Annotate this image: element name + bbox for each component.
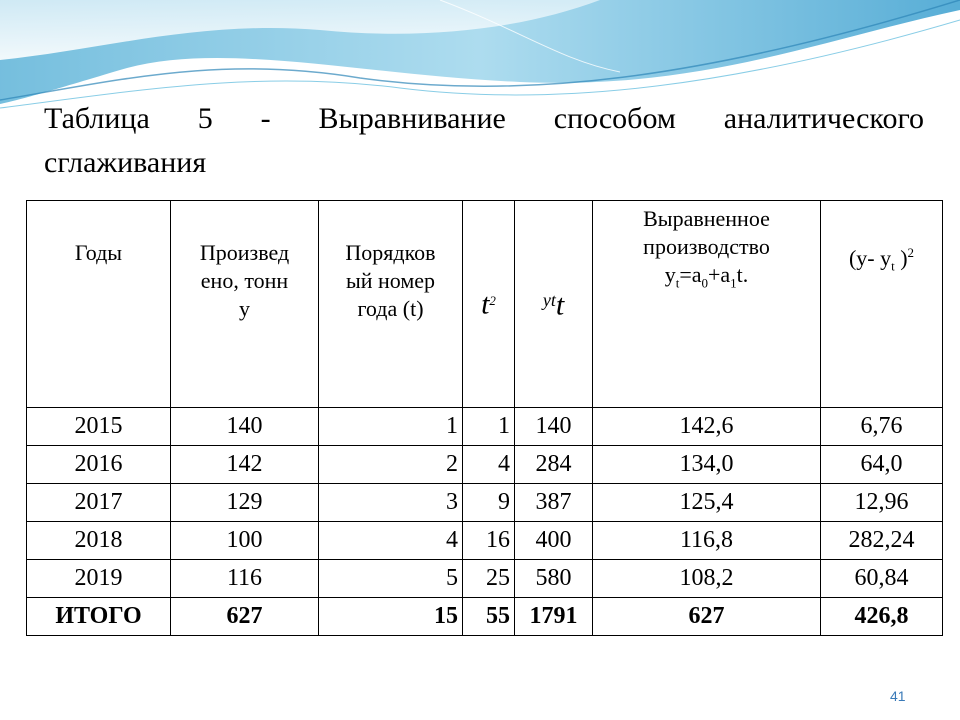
alignment-table xyxy=(26,200,943,636)
slide-title-continuation: сглаживания xyxy=(44,146,207,179)
page-number: 41 xyxy=(890,688,906,704)
cell-yt: 140 xyxy=(515,408,593,446)
cell-deviation: 12,96 xyxy=(821,484,943,522)
cell-deviation: 60,84 xyxy=(821,560,943,598)
cell-yt: 580 xyxy=(515,560,593,598)
slide-title: Таблица 5 - Выравнивание способом аналитического xyxy=(44,102,924,135)
cell-total-label: ИТОГО xyxy=(27,598,171,636)
header-produced: Произвед ено, тонн у xyxy=(171,201,319,408)
cell-total-t: 15 xyxy=(319,598,463,636)
table-row xyxy=(27,446,943,484)
header-aligned-production: Выравненное производство $y_t=a_0+a_1t$. xyxy=(593,201,821,408)
cell-yt: 284 xyxy=(515,446,593,484)
cell-t: 4 xyxy=(319,522,463,560)
cell-t2: 16 xyxy=(463,522,515,560)
cell-yt: 387 xyxy=(515,484,593,522)
cell-t: 2 xyxy=(319,446,463,484)
table-row xyxy=(27,522,943,560)
table-row xyxy=(27,408,943,446)
cell-t2: 4 xyxy=(463,446,515,484)
cell-deviation: 282,24 xyxy=(821,522,943,560)
cell-total-aligned: 627 xyxy=(593,598,821,636)
header-squared-deviation: (y- $y_t$ )$^2$ xyxy=(821,201,943,408)
cell-t: 1 xyxy=(319,408,463,446)
cell-y: 100 xyxy=(171,522,319,560)
header-ordinal: Порядков ый номер года (t) xyxy=(319,201,463,408)
cell-aligned: 108,2 xyxy=(593,560,821,598)
cell-year: 2016 xyxy=(27,446,171,484)
table-row xyxy=(27,560,943,598)
cell-t: 5 xyxy=(319,560,463,598)
cell-year: 2017 xyxy=(27,484,171,522)
cell-total-y: 627 xyxy=(171,598,319,636)
cell-deviation: 6,76 xyxy=(821,408,943,446)
table-total-row xyxy=(27,598,943,636)
cell-year: 2019 xyxy=(27,560,171,598)
cell-y: 129 xyxy=(171,484,319,522)
header-yt: $^{yt}$t xyxy=(515,201,593,408)
cell-y: 116 xyxy=(171,560,319,598)
cell-t: 3 xyxy=(319,484,463,522)
table-header-row xyxy=(27,201,943,408)
cell-deviation: 64,0 xyxy=(821,446,943,484)
cell-t2: 9 xyxy=(463,484,515,522)
cell-year: 2018 xyxy=(27,522,171,560)
cell-total-t2: 55 xyxy=(463,598,515,636)
cell-aligned: 125,4 xyxy=(593,484,821,522)
cell-aligned: 134,0 xyxy=(593,446,821,484)
table-row xyxy=(27,484,943,522)
cell-y: 140 xyxy=(171,408,319,446)
cell-total-deviation: 426,8 xyxy=(821,598,943,636)
cell-year: 2015 xyxy=(27,408,171,446)
header-t-squared: $t^2$ xyxy=(463,201,515,408)
header-years: Годы xyxy=(27,201,171,408)
cell-yt: 400 xyxy=(515,522,593,560)
cell-t2: 1 xyxy=(463,408,515,446)
cell-t2: 25 xyxy=(463,560,515,598)
cell-aligned: 116,8 xyxy=(593,522,821,560)
cell-total-yt: 1791 xyxy=(515,598,593,636)
cell-aligned: 142,6 xyxy=(593,408,821,446)
cell-y: 142 xyxy=(171,446,319,484)
